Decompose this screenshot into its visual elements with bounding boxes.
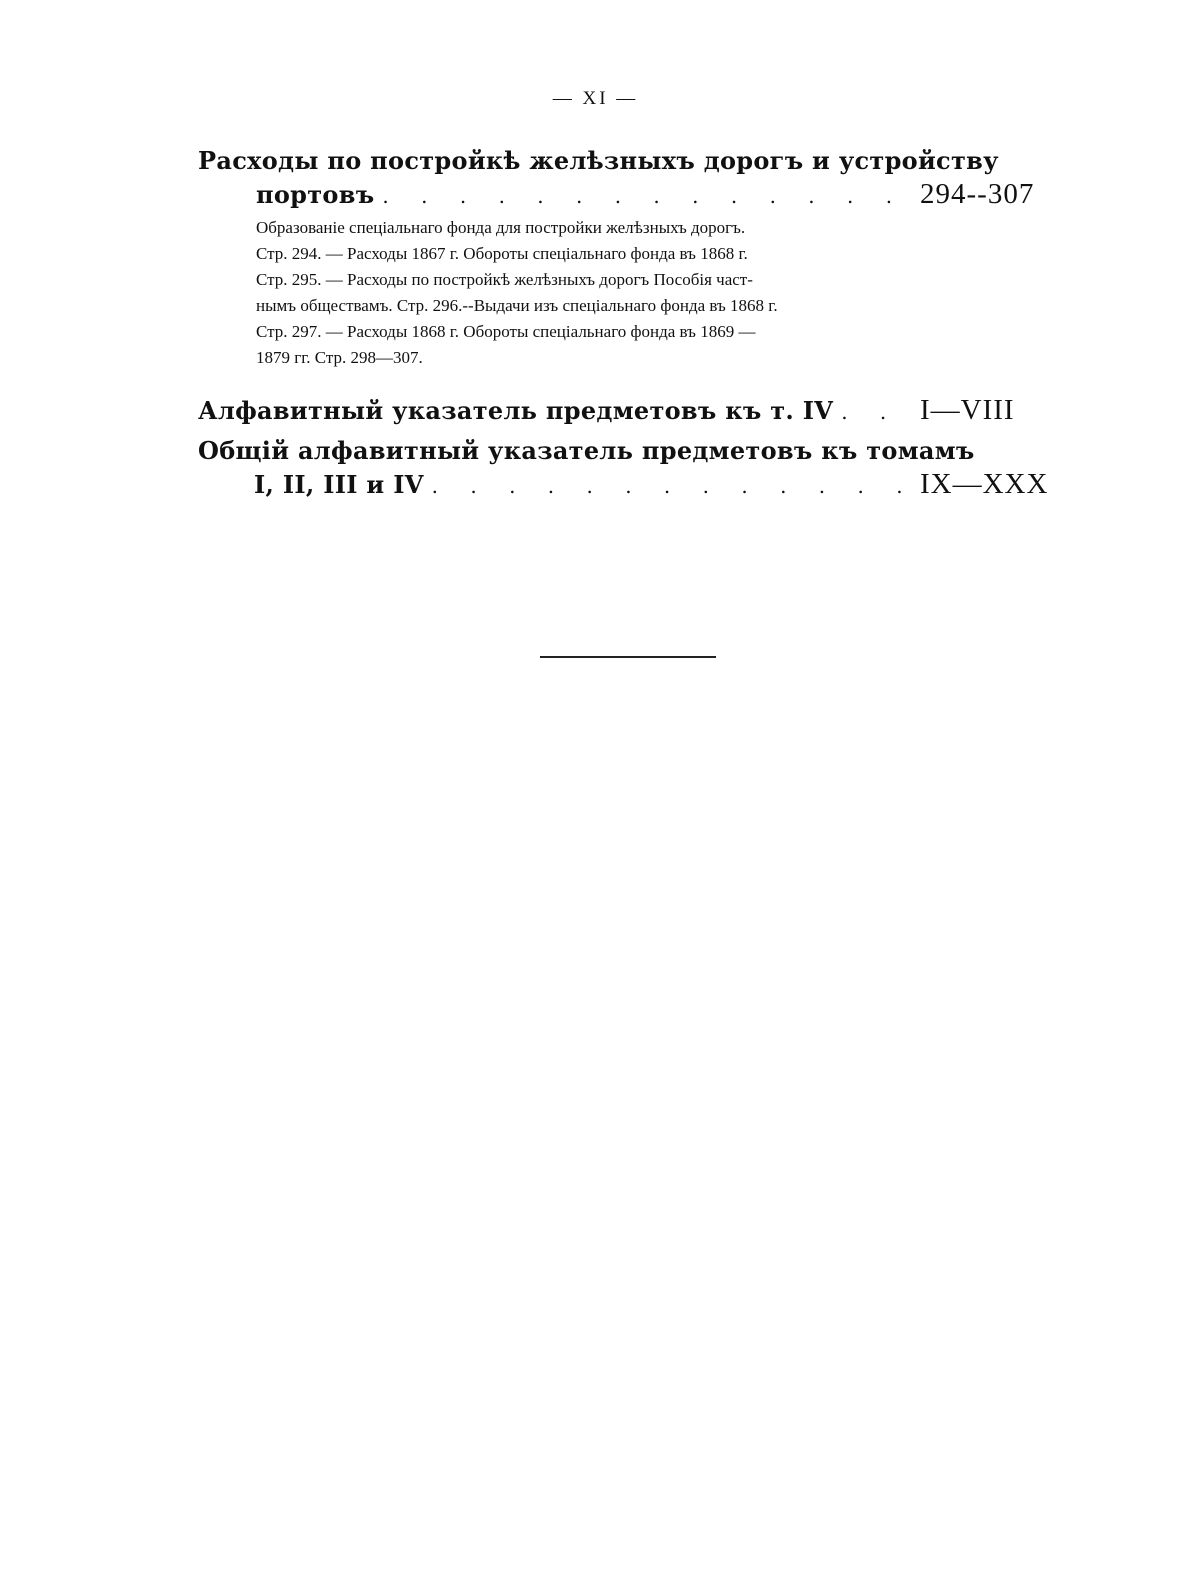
toc-entry-description bbox=[256, 215, 894, 371]
toc-entry-index-vol-iv bbox=[198, 394, 1040, 426]
description-line: Стр. 295. — Расходы по постройкѣ желѣзныхъ дорогъ Пособія част- bbox=[256, 270, 753, 289]
leader-dots bbox=[382, 184, 910, 208]
description-line: 1879 гг. Стр. 298—307. bbox=[256, 348, 423, 367]
toc-entry-title-line-2 bbox=[198, 178, 1040, 210]
toc-entry-railway-expenses bbox=[198, 146, 1040, 210]
description-line: Стр. 297. — Расходы 1868 г. Обороты спеціальнаго фонда въ 1869 — bbox=[256, 322, 756, 341]
toc-entry-title-line-1: Общій алфавитный указатель предметовъ къ томамъ bbox=[198, 436, 975, 465]
leader-dots bbox=[432, 474, 910, 498]
page-number: — XI — bbox=[552, 88, 639, 109]
description-line: Стр. 294. — Расходы 1867 г. Обороты спеціальнаго фонда въ 1868 г. bbox=[256, 244, 748, 263]
toc-entry-title-line-1 bbox=[198, 394, 1040, 426]
toc-entry-pages: I—VIII bbox=[920, 394, 1015, 426]
toc-entry-general-index bbox=[198, 436, 1049, 500]
description-line: нымъ обществамъ. Стр. 296.--Выдачи изъ спеціальнаго фонда въ 1868 г. bbox=[256, 296, 778, 315]
section-end-rule bbox=[540, 656, 716, 658]
toc-entry-pages: IX—XXX bbox=[920, 468, 1049, 500]
description-line: Образованіе спеціальнаго фонда для постройки желѣзныхъ дорогъ. bbox=[256, 218, 746, 237]
toc-entry-title-tail: I, II, III и IV bbox=[254, 470, 424, 499]
toc-entry-title-tail: портовъ bbox=[256, 180, 375, 209]
toc-entry-title-line-2 bbox=[198, 468, 1049, 500]
toc-entry-title: Алфавитный указатель предметовъ къ т. IV bbox=[198, 396, 834, 425]
toc-entry-pages: 294--307 bbox=[920, 178, 1035, 210]
leader-dots bbox=[841, 400, 910, 424]
toc-entry-title-line-1: Расходы по постройкѣ желѣзныхъ дорогъ и устройству bbox=[198, 146, 999, 175]
